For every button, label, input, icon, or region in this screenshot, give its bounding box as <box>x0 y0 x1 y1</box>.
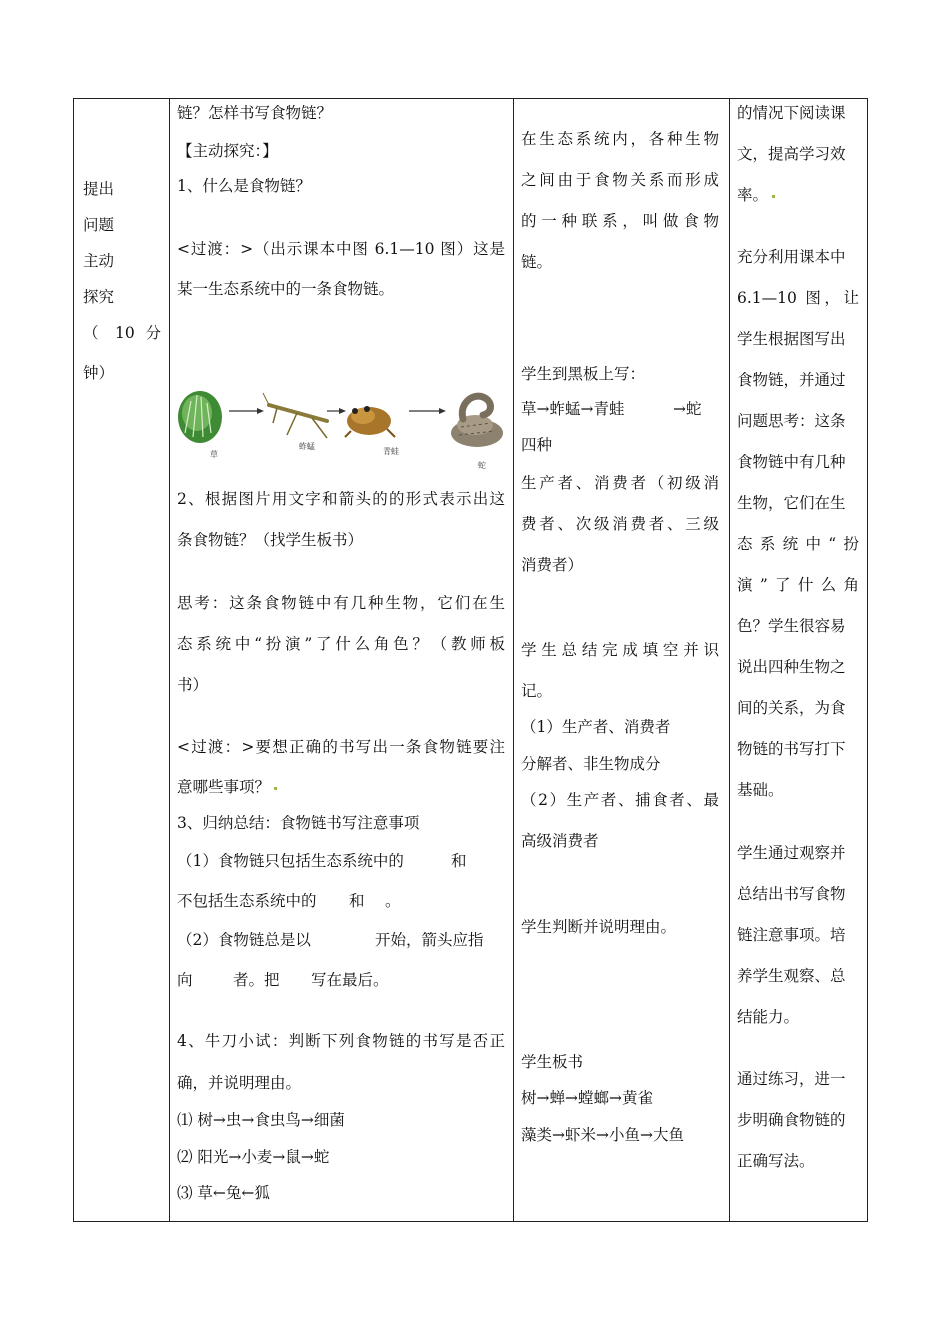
text-line: 费者、次级消费者、三级 <box>521 515 719 533</box>
exercise-item: ⑵ 阳光→小麦→鼠→蛇 <box>177 1148 330 1166</box>
stage-column <box>74 99 169 1221</box>
stage-line: 主动 <box>83 252 115 270</box>
arrow-icon <box>409 408 446 414</box>
blank-line: 向 <box>177 971 193 989</box>
blank-line: 开始，箭头应指 <box>375 931 484 949</box>
text-line: 生物，它们在生 <box>737 494 846 512</box>
text-line: 之间由于食物关系而形成 <box>521 171 719 189</box>
text-line: 文，提高学习效 <box>737 145 846 163</box>
blank-line: 和 <box>451 852 467 870</box>
text-line: 学生通过观察并 <box>737 844 846 862</box>
blank-line: （1）食物链只包括生态系统中的 <box>177 852 404 870</box>
text-line: 链？怎样书写食物链？ <box>177 104 333 122</box>
blank-line: 不包括生态系统中的 <box>177 892 317 910</box>
text-line: 分解者、非生物成分 <box>521 755 661 773</box>
text-line: 学生总结完成填空并识 <box>521 641 719 659</box>
grass-icon <box>178 391 222 443</box>
arrow-icon <box>327 408 346 414</box>
stage-line: 探究 <box>83 288 115 306</box>
text-line: 消费者） <box>521 556 584 574</box>
chain-label-frog: 青蛙 <box>383 447 399 456</box>
text-line: 学生到黑板上写： <box>521 365 646 383</box>
blank-line: 者。把 <box>233 971 280 989</box>
text-line: 学生根据图写出 <box>737 330 846 348</box>
text-line: 草→蚱蜢→青蛙 <box>521 400 625 418</box>
text-line: （2）生产者、捕食者、最 <box>521 791 719 809</box>
lesson-plan-table <box>73 98 868 1222</box>
transition-text: <过渡：>（出示课本中图 6.1—10 图）这是 <box>177 240 505 258</box>
text-line: 物链的书写打下 <box>737 740 846 758</box>
text-line: 通过练习，进一 <box>737 1070 846 1088</box>
text-line: 树→蝉→螳螂→黄雀 <box>521 1089 653 1107</box>
text-line: 条食物链？（找学生板书） <box>177 531 364 549</box>
design-intent-column <box>729 99 868 1221</box>
text-line: 间的关系，为食 <box>737 699 846 717</box>
thinking-question: 思考：这条食物链中有几种生物，它们在生 <box>177 594 505 612</box>
blank-line: 和 <box>349 892 365 910</box>
transition-text: <过渡：>要想正确的书写出一条食物链要注 <box>177 738 505 756</box>
text-line: 充分利用课本中 <box>737 248 846 266</box>
text-line: 某一生态系统中的一条食物链。 <box>177 280 395 298</box>
blank-line: （2）食物链总是以 <box>177 931 311 949</box>
text-line: 学生判断并说明理由。 <box>521 918 677 936</box>
blank-line: 写在最后。 <box>311 971 389 989</box>
text-line: 总结出书写食物 <box>737 885 846 903</box>
question-1: 1、什么是食物链？ <box>177 177 311 195</box>
text-line: 正确写法。 <box>737 1152 815 1170</box>
text-line: →蛇 <box>673 400 702 418</box>
text-line: 藻类→虾米→小鱼→大鱼 <box>521 1126 684 1144</box>
text-line: 6.1—10 图，让 <box>737 289 859 307</box>
frog-icon <box>345 406 395 437</box>
question-2: 2、根据图片用文字和箭头的的形式表示出这 <box>177 490 505 508</box>
text-line: 书） <box>177 676 209 694</box>
text-line: 在生态系统内，各种生物 <box>521 130 719 148</box>
exercise-heading: 4、牛刀小试：判断下列食物链的书写是否正 <box>177 1032 505 1050</box>
text-line: 链。 <box>521 253 553 271</box>
text-line: 学生板书 <box>521 1053 584 1071</box>
text-line: 记。 <box>521 682 553 700</box>
blank-line: 。 <box>385 892 401 910</box>
arrow-icon <box>229 408 264 414</box>
mark-icon <box>274 787 277 790</box>
text-line <box>177 777 277 797</box>
text-line: 演”了什么角 <box>737 576 859 594</box>
text-line <box>737 185 775 205</box>
section-heading: 【主动探究：】 <box>177 142 278 160</box>
text-line: 食物链中有几种 <box>737 453 846 471</box>
text-line: 步明确食物链的 <box>737 1111 846 1129</box>
text-line: 色？学生很容易 <box>737 617 846 635</box>
chain-label-grasshopper: 蚱蜢 <box>299 442 315 451</box>
stage-line: 钟） <box>83 364 115 382</box>
summary-heading: 3、归纳总结：食物链书写注意事项 <box>177 814 420 832</box>
text-line: 结能力。 <box>737 1008 800 1026</box>
text-line: 食物链，并通过 <box>737 371 846 389</box>
stage-line: 问题 <box>83 216 115 234</box>
student-activity-column <box>513 99 729 1221</box>
text-line: 的一种联系，叫做食物 <box>521 212 719 230</box>
text-line: 的情况下阅读课 <box>737 104 846 122</box>
text-line: 态系统中“扮演”了什么角色？（教师板 <box>177 635 505 653</box>
food-chain-figure <box>177 383 507 473</box>
snake-icon <box>451 396 503 447</box>
text-fragment: 意哪些事项？ <box>177 778 271 796</box>
text-line: 养学生观察、总 <box>737 967 846 985</box>
text-fragment: 率。 <box>737 186 769 204</box>
text-line: 态系统中“扮 <box>737 535 859 553</box>
text-line: 链注意事项。培 <box>737 926 846 944</box>
text-line: 高级消费者 <box>521 832 599 850</box>
text-line: 问题思考：这条 <box>737 412 846 430</box>
text-line: 生产者、消费者（初级消 <box>521 474 719 492</box>
text-line: （1）生产者、消费者 <box>521 718 671 736</box>
exercise-item: ⑴ 树→虫→食虫鸟→细菌 <box>177 1111 345 1129</box>
text-line: 确，并说明理由。 <box>177 1074 302 1092</box>
chain-label-snake: 蛇 <box>478 461 486 470</box>
chain-label-grass: 草 <box>210 450 218 459</box>
stage-line: （ 10 分 <box>83 324 161 342</box>
teacher-activity-column <box>169 99 513 1221</box>
exercise-item: ⑶ 草←兔←狐 <box>177 1184 270 1202</box>
mark-icon <box>772 195 775 198</box>
text-line: 四种 <box>521 436 553 454</box>
text-line: 基础。 <box>737 781 784 799</box>
grasshopper-icon <box>263 393 327 438</box>
stage-line: 提出 <box>83 180 115 198</box>
text-line: 说出四种生物之 <box>737 658 846 676</box>
